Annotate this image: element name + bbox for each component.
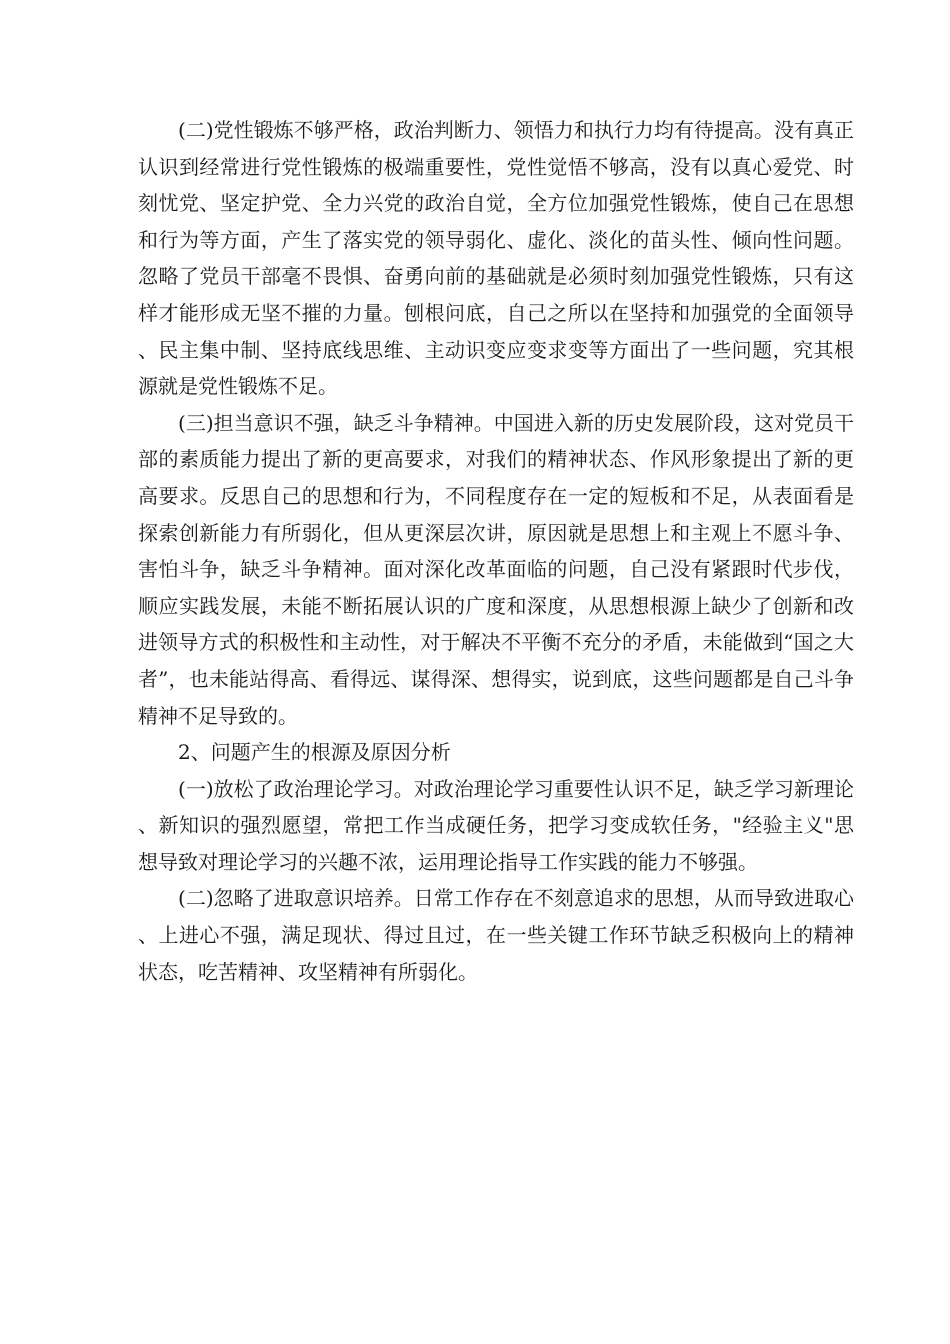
section-heading-root-causes: 2、问题产生的根源及原因分析 bbox=[178, 740, 451, 765]
paragraph-theory-study: (一)放松了政治理论学习。对政治理论学习重要性认识不足，缺乏学习新理论、新知识的强烈愿望，常把工作当成硬任务，把学习变成软任务，"经验主义"思想导致对理论学习的兴趣不浓，运用理论指导工作实践的能力不够强。 bbox=[138, 776, 854, 874]
paragraph-enterprising-spirit: (二)忽略了进取意识培养。日常工作存在不刻意追求的思想，从而导致进取心、上进心不强，满足现状、得过且过，在一些关键工作环节缺乏积极向上的精神状态，吃苦精神、攻坚精神有所弱化。 bbox=[138, 886, 854, 984]
document-body bbox=[138, 112, 854, 990]
paragraph-party-spirit: (二)党性锻炼不够严格，政治判断力、领悟力和执行力均有待提高。没有真正认识到经常进行党性锻炼的极端重要性，党性觉悟不够高，没有以真心爱党、时刻忧党、坚定护党、全力兴党的政治自觉，全方位加强党性锻炼，使自己在思想和行为等方面，产生了落实党的领导弱化、虚化、淡化的苗头性、倾向性问题。忽略了党员干部毫不畏惧、奋勇向前的基础就是必须时刻加强党性锻炼，只有这样才能形成无坚不摧的力量。刨根问底，自己之所以在坚持和加强党的全面领导、民主集中制、坚持底线思维、主动识变应变求变等方面出了一些问题，究其根源就是党性锻炼不足。 bbox=[138, 118, 854, 399]
paragraph-responsibility: (三)担当意识不强，缺乏斗争精神。中国进入新的历史发展阶段，这对党员干部的素质能力提出了新的更高要求，对我们的精神状态、作风形象提出了新的更高要求。反思自己的思想和行为，不同程度存在一定的短板和不足，从表面看是探索创新能力有所弱化，但从更深层次讲，原因就是思想上和主观上不愿斗争、害怕斗争，缺乏斗争精神。面对深化改革面临的问题，自己没有紧跟时代步伐，顺应实践发展，未能不断拓展认识的广度和深度，从思想根源上缺少了创新和改进领导方式的积极性和主动性，对于解决不平衡不充分的矛盾，未能做到“国之大者”，也未能站得高、看得远、谋得深、想得实，说到底，这些问题都是自己斗争精神不足导致的。 bbox=[138, 410, 854, 728]
